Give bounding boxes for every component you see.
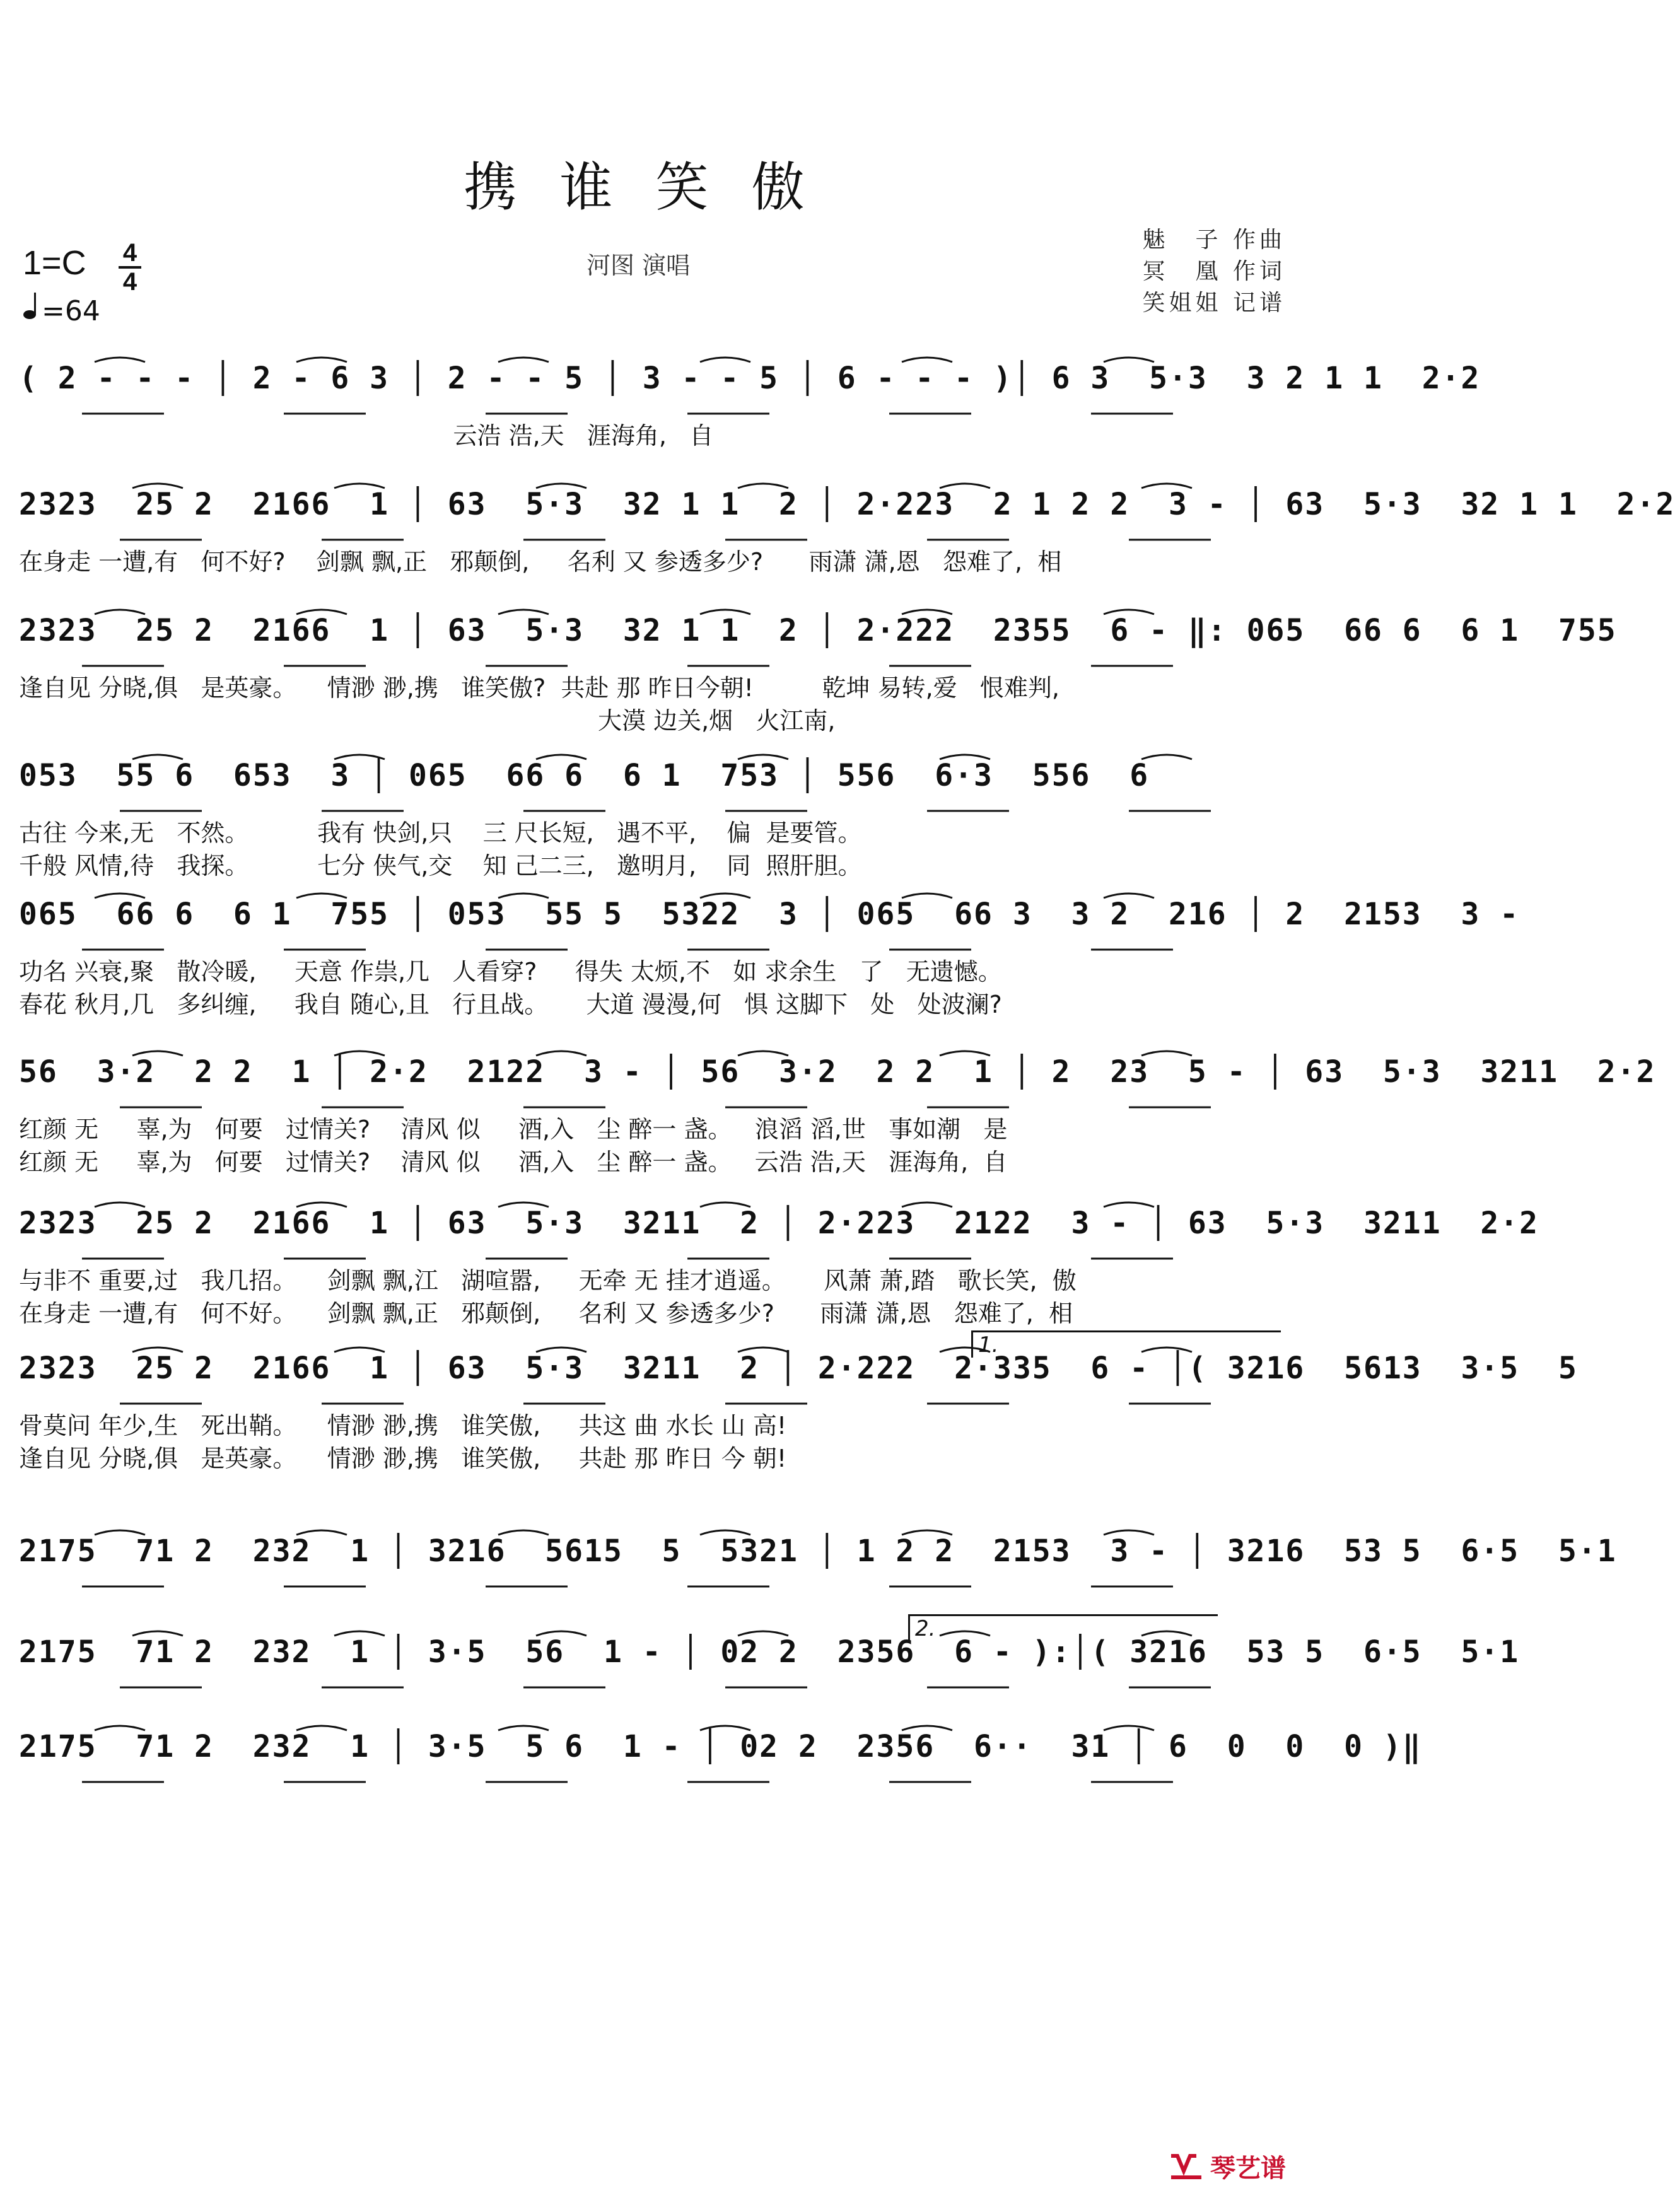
tempo-value: =64 <box>42 295 100 327</box>
notation-line: 2323 25 2 2166 1 │ 63 5·3 3211 2 │ 2·223 2122 3 - │ 63 5·3 3211 2·2 <box>19 1206 1539 1241</box>
notation-line: 2175 71 2 232 1 │ 3216 5615 5 5321 │ 1 2 2 2153 3 - │ 3216 53 5 6·5 5·1 <box>19 1534 1617 1569</box>
score-system <box>19 1198 1539 1327</box>
watermark <box>1169 2148 1286 2184</box>
time-signature-bottom: 4 <box>122 268 137 296</box>
performer: 河图 演唱 <box>587 252 691 279</box>
volta-label: 2. <box>908 1614 1218 1641</box>
lyric-line: 在身走 一遭,有 何不好。 剑飘 飘,正 邪颠倒, 名利 又 参透多少? 雨潇 潇,恩 怨难了, 相 <box>19 1300 1073 1327</box>
notation-line: 2323 25 2 2166 1 │ 63 5·3 3211 2 │ 2·222 2·335 6 - │( 3216 5613 3·5 5 <box>19 1351 1578 1386</box>
score-system <box>19 1343 1578 1472</box>
page-title: 携谁笑傲 <box>464 156 848 218</box>
score-system <box>19 353 1481 479</box>
lyric-line: 云浩 浩,天 涯海角, 自 <box>19 422 714 450</box>
time-signature-top: 4 <box>122 239 137 267</box>
credits <box>1143 224 1286 319</box>
lyric-line: 千般 风情,待 我探。 七分 侠气,交 知 己二三, 邀明月, 同 照肝胆。 <box>19 852 862 880</box>
lyric-line: 骨莫问 年少,生 死出鞘。 情渺 渺,携 谁笑傲, 共这 曲 水长 山 高! <box>19 1412 787 1440</box>
notation-line: ( 2 - - - │ 2 - 6 3 │ 2 - - 5 │ 3 - - 5 │ 6 - - - )│ 6 3 5·3 3 2 1 1 2·2 <box>19 361 1481 396</box>
notation-line: 053 55 6 653 3 │ 065 66 6 6 1 753 │ 556 6·3 556 6 <box>19 758 1150 793</box>
transcriber-credit: 笑姐姐 记谱 <box>1142 290 1286 316</box>
notation-line: 2175 71 2 232 1 │ 3·5 56 1 - │ 02 2 2356 6 - ):│( 3216 53 5 6·5 5·1 <box>19 1634 1520 1670</box>
key-signature: 1=C <box>23 244 86 282</box>
qinyipu-logo-icon <box>1169 2152 1204 2181</box>
tempo-marking <box>23 291 100 327</box>
score-system <box>19 1047 1656 1176</box>
lyric-line: 红颜 无 辜,为 何要 过情关? 清风 似 酒,入 尘 醉一 盏。 云浩 浩,天 涯海角, 自 <box>19 1148 1008 1176</box>
lyric-line: 大漠 边关,烟 火江南, <box>19 707 836 735</box>
time-signature <box>117 240 143 295</box>
lyric-line: 功名 兴衰,聚 散冷暖, 天意 作祟,几 人看穿? 得失 太烦,不 如 求余生 了 无遗憾。 <box>19 958 1002 986</box>
score-system <box>19 479 1675 605</box>
score-system <box>19 605 1617 735</box>
lyric-line: 春花 秋月,几 多纠缠, 我自 随心,且 行且战。 大道 漫漫,何 惧 这脚下 处 处波澜? <box>19 991 1002 1018</box>
score-system <box>19 750 1293 880</box>
lyric-line: 逢自见 分晓,俱 是英豪。 情渺 渺,携 谁笑傲, 共赴 那 昨日 今 朝! <box>19 1445 787 1472</box>
lyric-line: 与非不 重要,过 我几招。 剑飘 飘,江 湖喧嚣, 无牵 无 挂才逍遥。 风萧 萧,踏 歌长笑, 傲 <box>19 1267 1077 1295</box>
volta-label: 1. <box>971 1330 1281 1358</box>
notation-line: 56 3·2 2 2 1 │ 2·2 2122 3 - │ 56 3·2 2 2 1 │ 2 23 5 - │ 63 5·3 3211 2·2 <box>19 1054 1656 1090</box>
lyricist-credit: 冥 凰 作词 <box>1142 259 1286 284</box>
lyric-line: 红颜 无 辜,为 何要 过情关? 清风 似 酒,入 尘 醉一 盏。 浪滔 滔,世 事如潮 是 <box>19 1115 1008 1143</box>
notation-line: 2323 25 2 2166 1 │ 63 5·3 32 1 1 2 │ 2·222 2355 6 - ‖: 065 66 6 6 1 755 <box>19 613 1617 648</box>
score-system <box>19 1721 1422 1848</box>
notation-line: 2323 25 2 2166 1 │ 63 5·3 32 1 1 2 │ 2·223 2 1 2 2 3 - │ 63 5·3 32 1 1 2·2 <box>19 487 1675 522</box>
quarter-note-icon <box>23 291 42 327</box>
lyric-line: 古往 今来,无 不然。 我有 快剑,只 三 尺长短, 遇不平, 偏 是要管。 <box>19 819 862 847</box>
notation-line: 065 66 6 6 1 755 │ 053 55 5 5322 3 │ 065 66 3 3 2 216 │ 2 2153 3 - <box>19 897 1520 932</box>
watermark-text: 琴艺谱 <box>1210 2154 1286 2183</box>
notation-line: 2175 71 2 232 1 │ 3·5 5 6 1 - │ 02 2 2356 6·· 31 │ 6 0 0 0 )‖ <box>19 1729 1422 1764</box>
lyric-line: 逢自见 分晓,俱 是英豪。 情渺 渺,携 谁笑傲? 共赴 那 昨日今朝! 乾坤 易转,爱 恨难判, <box>19 674 1060 702</box>
lyric-line: 在身走 一遭,有 何不好? 剑飘 飘,正 邪颠倒, 名利 又 参透多少? 雨潇 潇,恩 怨难了, 相 <box>19 548 1062 576</box>
composer-credit: 魅 子 作曲 <box>1142 227 1286 253</box>
score-system <box>19 889 1520 1018</box>
